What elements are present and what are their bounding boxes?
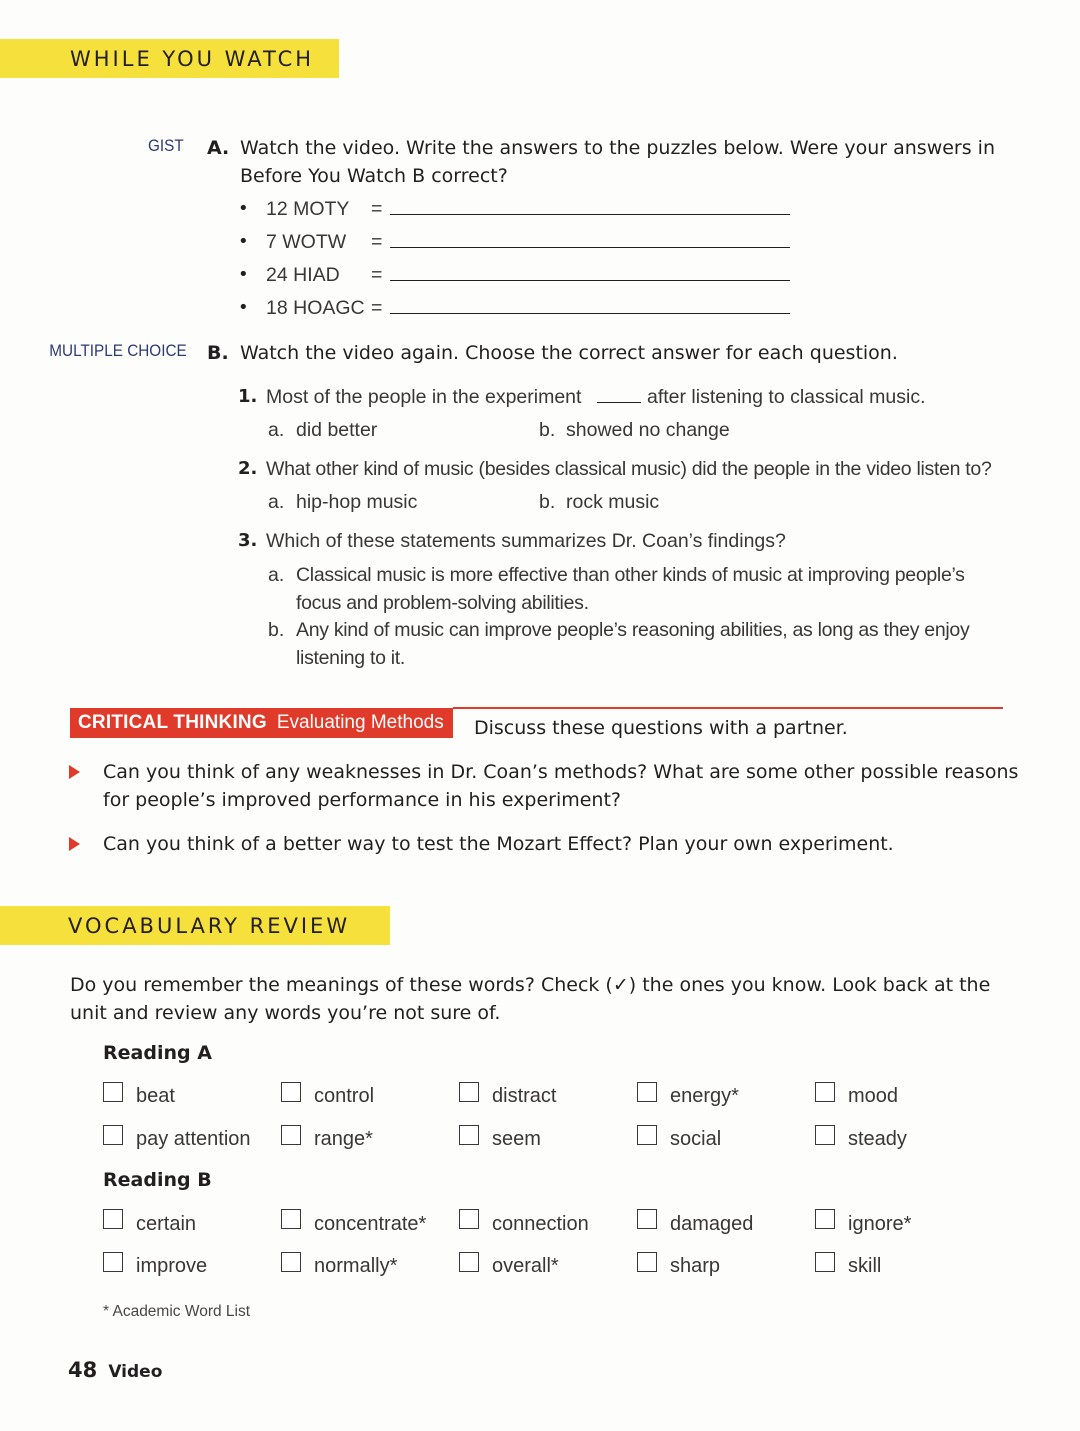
question-1-number: 1. — [238, 386, 258, 407]
checkbox[interactable] — [281, 1252, 301, 1272]
checkbox[interactable] — [637, 1252, 657, 1272]
checkbox[interactable] — [815, 1082, 835, 1102]
vocab-word: energy* — [670, 1085, 739, 1107]
checkbox[interactable] — [815, 1125, 835, 1145]
vocab-word: concentrate* — [314, 1213, 427, 1235]
section-b-instructions: Watch the video again. Choose the correct answer for each question. — [240, 342, 898, 364]
while-you-watch-title: WHILE YOU WATCH — [70, 46, 315, 71]
page-number: 48 — [68, 1358, 98, 1382]
checkbox[interactable] — [103, 1209, 123, 1229]
equals-sign: = — [371, 297, 383, 319]
bullet: • — [238, 297, 249, 318]
bullet: • — [238, 231, 249, 252]
vocab-word: seem — [492, 1128, 541, 1150]
vocab-word: range* — [314, 1128, 373, 1150]
checkbox[interactable] — [459, 1252, 479, 1272]
question-1-text-end: after listening to classical music. — [647, 386, 926, 408]
question-1-text-start: Most of the people in the experiment — [266, 386, 582, 408]
checkbox[interactable] — [637, 1125, 657, 1145]
equals-sign: = — [371, 264, 383, 286]
question-1-option-b-letter: b. — [539, 419, 556, 441]
vocab-word: beat — [136, 1085, 175, 1107]
question-1-option-a[interactable]: did better — [296, 419, 378, 441]
vocab-word: sharp — [670, 1255, 721, 1277]
vocab-word: connection — [492, 1213, 589, 1235]
checkbox[interactable] — [281, 1209, 301, 1229]
vocab-word: distract — [492, 1085, 557, 1107]
vocab-word: certain — [136, 1213, 197, 1235]
bullet: • — [238, 198, 249, 219]
checkbox[interactable] — [459, 1209, 479, 1229]
answer-line[interactable] — [390, 247, 790, 248]
critical-thinking-subtitle: Evaluating Methods — [276, 712, 444, 733]
checkbox[interactable] — [281, 1082, 301, 1102]
question-2-option-a-letter: a. — [268, 491, 285, 513]
critical-thinking-title: CRITICAL THINKING — [78, 712, 267, 733]
question-1-option-a-letter: a. — [268, 419, 285, 441]
critical-thinking-header — [70, 708, 453, 738]
critical-thinking-rule — [453, 707, 1003, 709]
checkbox[interactable] — [459, 1082, 479, 1102]
vocab-word: pay attention — [136, 1128, 251, 1150]
triangle-bullet-icon — [69, 837, 80, 851]
reading-b-heading: Reading B — [103, 1169, 212, 1191]
checkbox[interactable] — [103, 1082, 123, 1102]
multiple-choice-label: MULTIPLE CHOICE — [49, 341, 187, 360]
question-3-option-b[interactable]: Any kind of music can improve people’s reasoning abilities, as long as they enjoy listening to it. — [296, 619, 970, 669]
triangle-bullet-icon — [69, 765, 80, 779]
critical-thinking-question-2: Can you think of a better way to test the Mozart Effect? Plan your own experiment. — [103, 833, 894, 855]
question-3-option-b-letter: b. — [268, 619, 285, 641]
question-1-option-b[interactable]: showed no change — [566, 419, 730, 441]
vocab-word: ignore* — [848, 1213, 912, 1235]
checkbox[interactable] — [637, 1209, 657, 1229]
page-footer — [68, 1358, 162, 1382]
critical-thinking-instruction: Discuss these questions with a partner. — [474, 717, 848, 739]
vocab-word: steady — [848, 1128, 907, 1150]
question-3-number: 3. — [238, 530, 258, 551]
vocabulary-review-title: VOCABULARY REVIEW — [68, 913, 351, 938]
critical-thinking-question-1: Can you think of any weaknesses in Dr. Coan’s methods? What are some other possible reasons for people’s improved performance in his experiment? — [103, 761, 1019, 811]
question-2-option-b-letter: b. — [539, 491, 556, 513]
section-a-letter: A. — [207, 137, 230, 159]
section-a-instructions: Watch the video. Write the answers to the puzzles below. Were your answers in Before You Watch B correct? — [240, 137, 995, 187]
puzzle-label: 7 WOTW — [266, 231, 347, 253]
checkbox[interactable] — [281, 1125, 301, 1145]
question-2-text: What other kind of music (besides classical music) did the people in the video listen to? — [266, 458, 992, 480]
checkbox[interactable] — [637, 1082, 657, 1102]
checkbox[interactable] — [459, 1125, 479, 1145]
vocab-word: skill — [848, 1255, 882, 1277]
vocab-word: mood — [848, 1085, 899, 1107]
question-3-option-a-letter: a. — [268, 564, 285, 586]
vocabulary-intro: Do you remember the meanings of these words? Check (✓) the ones you know. Look back at the unit and review any words you’re not sure of. — [70, 974, 991, 1024]
answer-line[interactable] — [390, 280, 790, 281]
vocab-word: social — [670, 1128, 722, 1150]
vocabulary-review-banner — [0, 906, 390, 945]
question-1-blank — [597, 402, 641, 403]
vocab-word: normally* — [314, 1255, 398, 1277]
question-3-text: Which of these statements summarizes Dr. Coan’s findings? — [266, 530, 786, 552]
checkbox[interactable] — [815, 1252, 835, 1272]
question-2-option-a[interactable]: hip-hop music — [296, 491, 418, 513]
answer-line[interactable] — [390, 214, 790, 215]
vocab-word: control — [314, 1085, 375, 1107]
while-you-watch-banner — [0, 39, 339, 78]
equals-sign: = — [371, 231, 383, 253]
question-2-option-b[interactable]: rock music — [566, 491, 660, 513]
vocab-word: damaged — [670, 1213, 754, 1235]
vocab-word: overall* — [492, 1255, 559, 1277]
checkbox[interactable] — [815, 1209, 835, 1229]
reading-a-heading: Reading A — [103, 1042, 212, 1064]
puzzle-label: 24 HIAD — [266, 264, 340, 286]
answer-line[interactable] — [390, 313, 790, 314]
footer-section: Video — [108, 1362, 163, 1382]
vocab-word: improve — [136, 1255, 208, 1277]
question-3-option-a[interactable]: Classical music is more effective than other kinds of music at improving people’s focus and problem-solving abilities. — [296, 564, 965, 614]
question-2-number: 2. — [238, 458, 258, 479]
equals-sign: = — [371, 198, 383, 220]
bullet: • — [238, 264, 249, 285]
checkbox[interactable] — [103, 1125, 123, 1145]
section-b-letter: B. — [207, 342, 229, 364]
puzzle-label: 12 MOTY — [266, 198, 350, 220]
puzzle-label: 18 HOAGC — [266, 297, 365, 319]
gist-label: GIST — [148, 136, 184, 155]
checkbox[interactable] — [103, 1252, 123, 1272]
footnote: * Academic Word List — [103, 1303, 251, 1320]
